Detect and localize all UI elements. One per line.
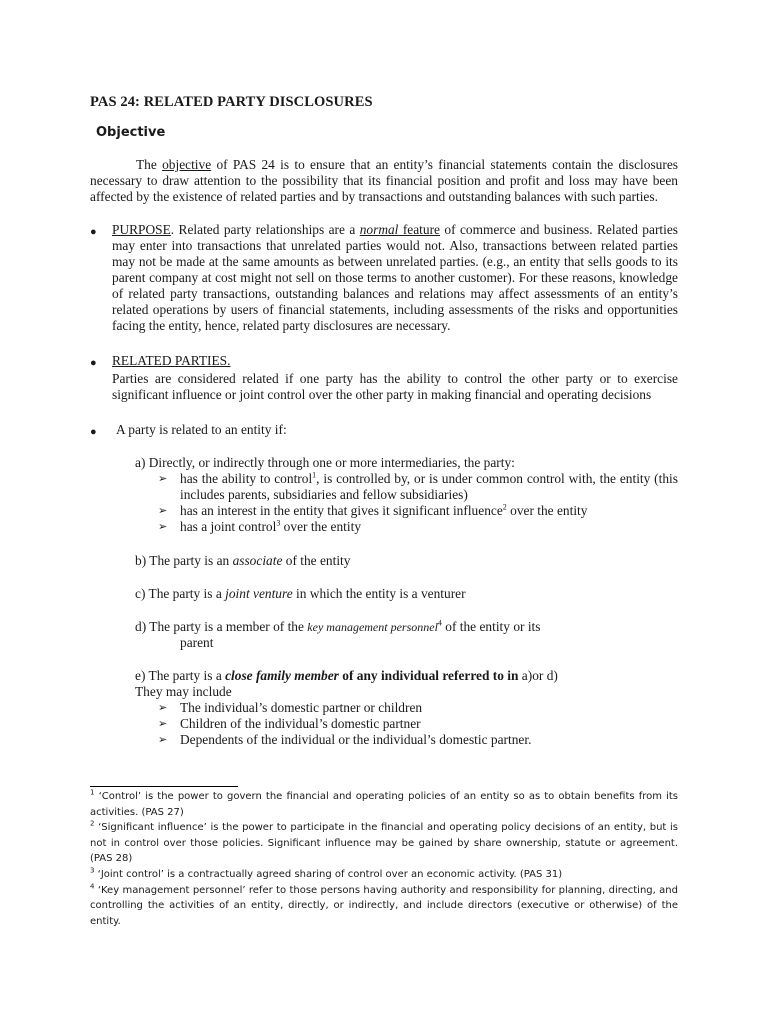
clause-a-item: ➢ has a joint control$^3$ over the entity — [158, 518, 362, 534]
arrow-bullet-icon: ➢ — [158, 702, 168, 714]
footnote-divider — [90, 786, 238, 787]
clause-e-continued: They may include — [135, 684, 232, 699]
party-related-intro: A party is related to an entity if: — [116, 422, 287, 437]
purpose-text-2: of commerce and business. Related parties may enter into transactions that unrelated parties would not. Also, transactions between related parties may not be made at the same amounts as between unrelated parties. (e.g., an entity that sells goods to its parent company at cost might not sell on those terms to another customer). For these reasons, knowledge of related party transactions, outstanding balances and relations may affect assessments of an entity’s related operations by users of financial statements, including assessments of the risks and opportunities facing the entity, hence, related party disclosures are necessary. — [112, 222, 679, 333]
related-parties-text: Parties are considered related if one party has the ability to control the other party or to exercise significant influence or joint control over the other party in making financial and operating decisions — [112, 371, 678, 402]
footnote-ref: 1 — [312, 470, 317, 480]
footnote-ref: 4 — [437, 618, 442, 628]
footnote-3: $^3$ ‘Joint control’ is a contractually agreed sharing of control over an economic activity. (PAS 31) — [90, 866, 563, 880]
objective-underlined-word: objective — [162, 157, 212, 172]
clause-e-list — [158, 700, 678, 748]
clause-b: b) The party is an associate of the entity — [135, 553, 351, 568]
clause-a-list — [158, 471, 678, 535]
purpose-text-1: . Related party relationships are a — [170, 222, 360, 237]
purpose-label: PURPOSE — [112, 222, 171, 237]
arrow-bullet-icon: ➢ — [158, 505, 168, 517]
objective-text-start: The — [136, 157, 163, 172]
clause-c: c) The party is a joint venture in which the entity is a venturer — [135, 586, 466, 601]
related-parties-label: RELATED PARTIES. — [112, 353, 231, 368]
clause-e: e) The party is a close family member of any individual referred to in a)or d) — [135, 668, 558, 683]
objective-paragraph — [90, 157, 678, 205]
clause-d-continued: parent — [180, 635, 214, 650]
objective-heading: Objective — [96, 125, 166, 140]
clause-a-item: ➢ has an interest in the entity that gives it significant influence$^2$ over the entity — [158, 502, 588, 518]
clause-a-item: ➢ has the ability to control$^1$, is controlled by, or is under common control with, the entity (this includes parents, subsidiaries and fellow subsidiaries) — [158, 470, 678, 502]
footnote-4: $^4$ ‘Key management personnel’ refer to those persons having authority and responsibility for planning, directing, and controlling the activities of an entity, directly, or indirectly, and include directors (executive or otherwise) of the entity. — [90, 882, 678, 927]
arrow-bullet-icon: ➢ — [158, 718, 168, 730]
purpose-normal-word: normal — [359, 222, 399, 237]
arrow-bullet-icon: ➢ — [158, 473, 168, 485]
arrow-bullet-icon: ➢ — [158, 521, 168, 533]
bullet-icon: ● — [90, 226, 97, 238]
clause-e-item: ➢ Dependents of the individual or the individual’s domestic partner. — [158, 732, 532, 747]
arrow-bullet-icon: ➢ — [158, 734, 168, 746]
document-title: PAS 24: RELATED PARTY DISCLOSURES — [90, 94, 373, 110]
clause-d: d) The party is a member of the key management personnel$^4$ of the entity or its — [135, 618, 541, 634]
bullet-icon: ● — [90, 426, 97, 438]
purpose-feature-word: feature — [398, 222, 440, 237]
purpose-paragraph — [112, 222, 678, 334]
bullet-icon: ● — [90, 357, 97, 369]
footnote-2: $^2$ ‘Significant influence’ is the power to participate in the financial and operating policy decisions of an entity, but is not in control over those policies. Significant influence may be gained by share ownership, statute or agreement. (PAS 28) — [90, 819, 678, 865]
clause-a: a) Directly, or indirectly through one or more intermediaries, the party: — [135, 455, 515, 470]
clause-e-item: ➢ The individual’s domestic partner or children — [158, 700, 423, 715]
footnotes — [90, 789, 678, 929]
footnote-ref: 3 — [276, 518, 281, 528]
clause-e-item: ➢ Children of the individual’s domestic partner — [158, 716, 421, 731]
footnote-ref: 2 — [502, 502, 507, 512]
related-parties-paragraph — [112, 371, 678, 403]
footnote-1: $^1$ ‘Control’ is the power to govern the financial and operating policies of an entity so as to obtain benefits from its activities. (PAS 27) — [90, 788, 678, 818]
objective-text-rest: of PAS 24 is to ensure that an entity’s financial statements contain the disclosures necessary to draw attention to the possibility that its financial position and profit and loss may have been affected by the existence of related parties and by transactions and outstanding balances with such parties. — [90, 157, 678, 204]
